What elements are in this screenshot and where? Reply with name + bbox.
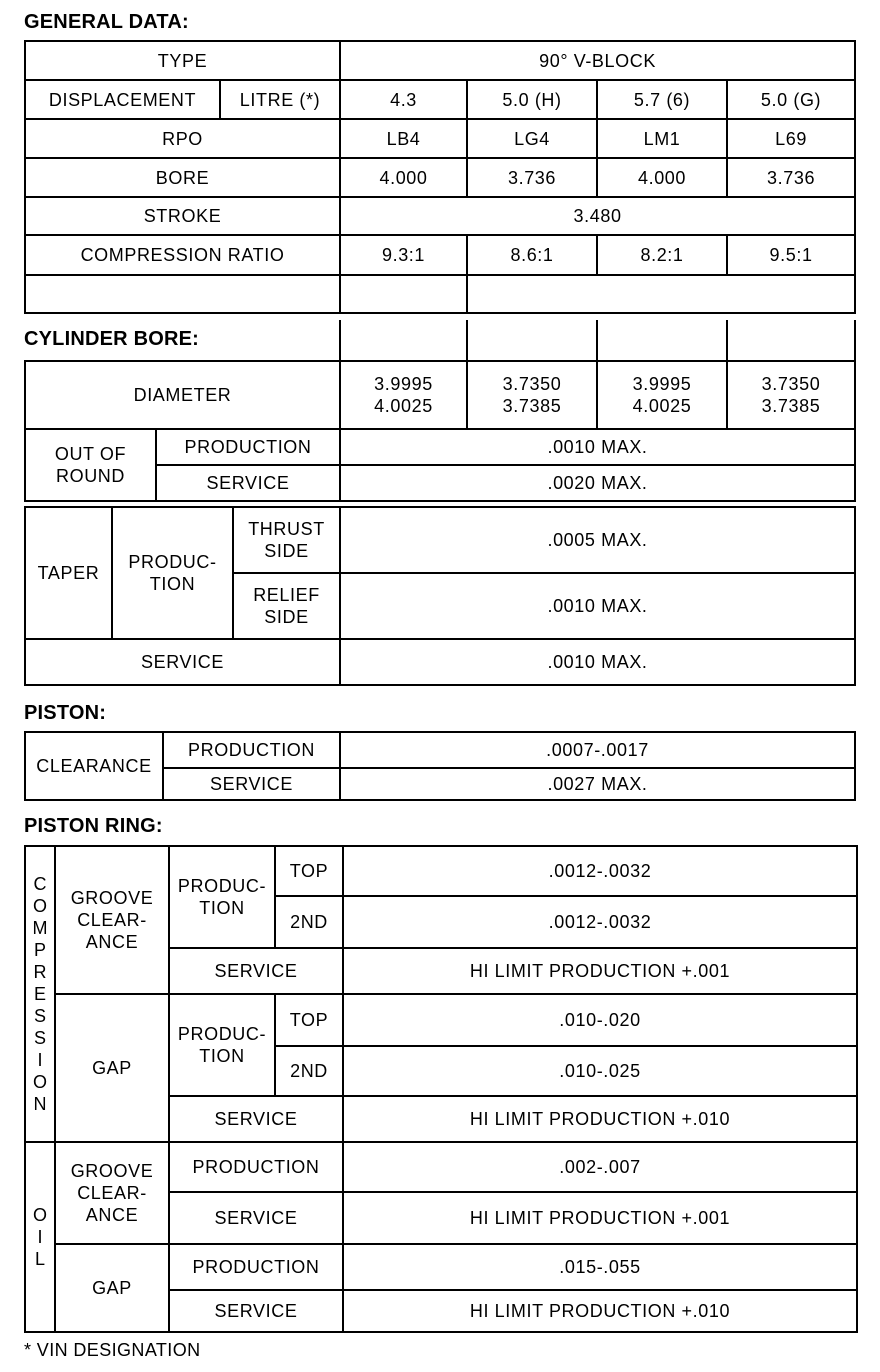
rpo-cell: LB4 [340,119,467,158]
bore-cell: 4.000 [597,158,727,197]
letter: C [33,874,47,894]
label-line: CLEAR- [77,1183,147,1203]
label-line: TION [149,574,196,594]
taper-production-label [112,507,233,639]
comp-groove-service-value: HI LIMIT PRODUCTION +.001 [343,948,857,994]
groove-clearance-label [55,846,169,994]
service-label: SERVICE [169,948,343,994]
piston-ring-table [24,845,858,1333]
piston-table [24,731,856,801]
out-of-round-label [25,429,156,501]
production-label: PRODUCTION [156,429,340,465]
service-label: SERVICE [169,1096,343,1142]
oil-groove-service-value: HI LIMIT PRODUCTION +.001 [343,1192,857,1244]
oor-service-value: .0020 MAX. [340,465,855,501]
label-line: ROUND [56,466,125,486]
litre-label: LITRE (*) [220,80,340,119]
comp-groove-2nd-value: .0012-.0032 [343,896,857,948]
oor-production-value: .0010 MAX. [340,429,855,465]
production-label: PRODUCTION [163,732,340,768]
service-label: SERVICE [25,639,340,685]
top-label: TOP [275,994,343,1046]
thrust-side-label [233,507,340,573]
stub-cell [467,320,597,360]
letter: O [32,1072,47,1092]
comp-gap-top-value: .010-.020 [343,994,857,1046]
letter: S [33,1006,46,1026]
rpo-cell: LG4 [467,119,597,158]
diameter-label: DIAMETER [25,361,340,429]
oil-gap-production-value: .015-.055 [343,1244,857,1290]
letter: E [33,984,46,1004]
label-line: SIDE [264,541,309,561]
displacement-cell: 5.0 (G) [727,80,855,119]
stub-cell [597,320,727,360]
service-label: SERVICE [163,768,340,800]
label-line: PRODUC- [177,876,267,896]
compression-vertical-label [25,846,55,1142]
top-label: TOP [275,846,343,896]
gap-label: GAP [55,994,169,1142]
diameter-min: 3.7350 [502,374,562,394]
footnote: * VIN DESIGNATION [24,1340,201,1360]
type-label: TYPE [25,41,340,80]
gap-label: GAP [55,1244,169,1332]
taper-thrust-value: .0005 MAX. [340,507,855,573]
diameter-max: 3.7385 [761,396,821,416]
type-value: 90° V-BLOCK [340,41,855,80]
label-line: TION [199,1046,245,1066]
diameter-min: 3.7350 [761,374,821,394]
piston-ring-heading: PISTON RING: [24,815,163,837]
piston-heading: PISTON: [24,702,107,724]
compression-cell: 8.2:1 [597,235,727,275]
bore-cell: 3.736 [727,158,855,197]
diameter-cell [340,361,467,429]
compression-cell: 8.6:1 [467,235,597,275]
stroke-label: STROKE [25,197,340,235]
letter: I [37,1050,43,1070]
empty-cell [340,275,467,313]
oil-gap-service-value: HI LIMIT PRODUCTION +.010 [343,1290,857,1332]
compression-ratio-label: COMPRESSION RATIO [25,235,340,275]
bore-cell: 4.000 [340,158,467,197]
compression-cell: 9.5:1 [727,235,855,275]
general-data-heading: GENERAL DATA: [24,11,189,33]
production-label: PRODUCTION [169,1244,343,1290]
label-line: THRUST [248,519,325,539]
service-label: SERVICE [169,1290,343,1332]
label-line: PRODUC- [128,552,217,572]
out-of-round-table [24,428,856,502]
diameter-cell [597,361,727,429]
displacement-cell: 4.3 [340,80,467,119]
diameter-cell [467,361,597,429]
letter: O [32,896,47,916]
service-label: SERVICE [156,465,340,501]
diameter-min: 3.9995 [374,374,433,394]
stub-cell [340,320,467,360]
production-label [169,846,275,948]
taper-relief-value: .0010 MAX. [340,573,855,639]
letter: M [32,918,48,938]
comp-groove-top-value: .0012-.0032 [343,846,857,896]
comp-gap-service-value: HI LIMIT PRODUCTION +.010 [343,1096,857,1142]
service-label: SERVICE [169,1192,343,1244]
label-line: CLEAR- [77,910,147,930]
label-line: RELIEF [253,585,320,605]
second-label: 2ND [275,896,343,948]
label-line: GROOVE [70,888,154,908]
letter: R [33,962,47,982]
compression-cell: 9.3:1 [340,235,467,275]
second-label: 2ND [275,1046,343,1096]
label-line: PRODUC- [177,1024,267,1044]
letter: P [33,940,46,960]
label-line: SIDE [264,607,309,627]
displacement-label: DISPLACEMENT [25,80,220,119]
cylinder-bore-heading: CYLINDER BORE: [24,328,200,350]
rpo-cell: L69 [727,119,855,158]
oil-groove-production-value: .002-.007 [343,1142,857,1192]
letter: L [34,1249,45,1269]
label-line: ANCE [85,932,139,952]
label-line: OUT OF [54,444,127,464]
label-line: TION [199,898,245,918]
empty-cell [25,275,340,313]
stub-cell [727,320,855,360]
diameter-min: 3.9995 [632,374,692,394]
production-label: PRODUCTION [169,1142,343,1192]
groove-clearance-label [55,1142,169,1244]
displacement-cell: 5.0 (H) [467,80,597,119]
diameter-table [24,360,856,430]
taper-service-value: .0010 MAX. [340,639,855,685]
letter: S [33,1028,46,1048]
letter: N [33,1094,47,1114]
oil-vertical-label [25,1142,55,1332]
label-line: ANCE [85,1205,139,1225]
comp-gap-2nd-value: .010-.025 [343,1046,857,1096]
letter: I [37,1227,43,1247]
rpo-cell: LM1 [597,119,727,158]
bore-cell: 3.736 [467,158,597,197]
clearance-production-value: .0007-.0017 [340,732,855,768]
general-data-table [24,40,856,314]
diameter-cell [727,361,855,429]
bore-label: BORE [25,158,340,197]
taper-service-table [24,638,856,686]
bore-header-stubs [339,320,856,360]
taper-label: TAPER [25,507,112,639]
taper-table [24,506,856,640]
displacement-cell: 5.7 (6) [597,80,727,119]
label-line: GROOVE [70,1161,154,1181]
diameter-max: 4.0025 [632,396,692,416]
clearance-label: CLEARANCE [25,732,163,800]
diameter-max: 4.0025 [374,396,433,416]
letter: O [32,1205,47,1225]
stroke-value: 3.480 [340,197,855,235]
diameter-max: 3.7385 [502,396,562,416]
empty-cell [467,275,855,313]
clearance-service-value: .0027 MAX. [340,768,855,800]
relief-side-label [233,573,340,639]
rpo-label: RPO [25,119,340,158]
production-label [169,994,275,1096]
